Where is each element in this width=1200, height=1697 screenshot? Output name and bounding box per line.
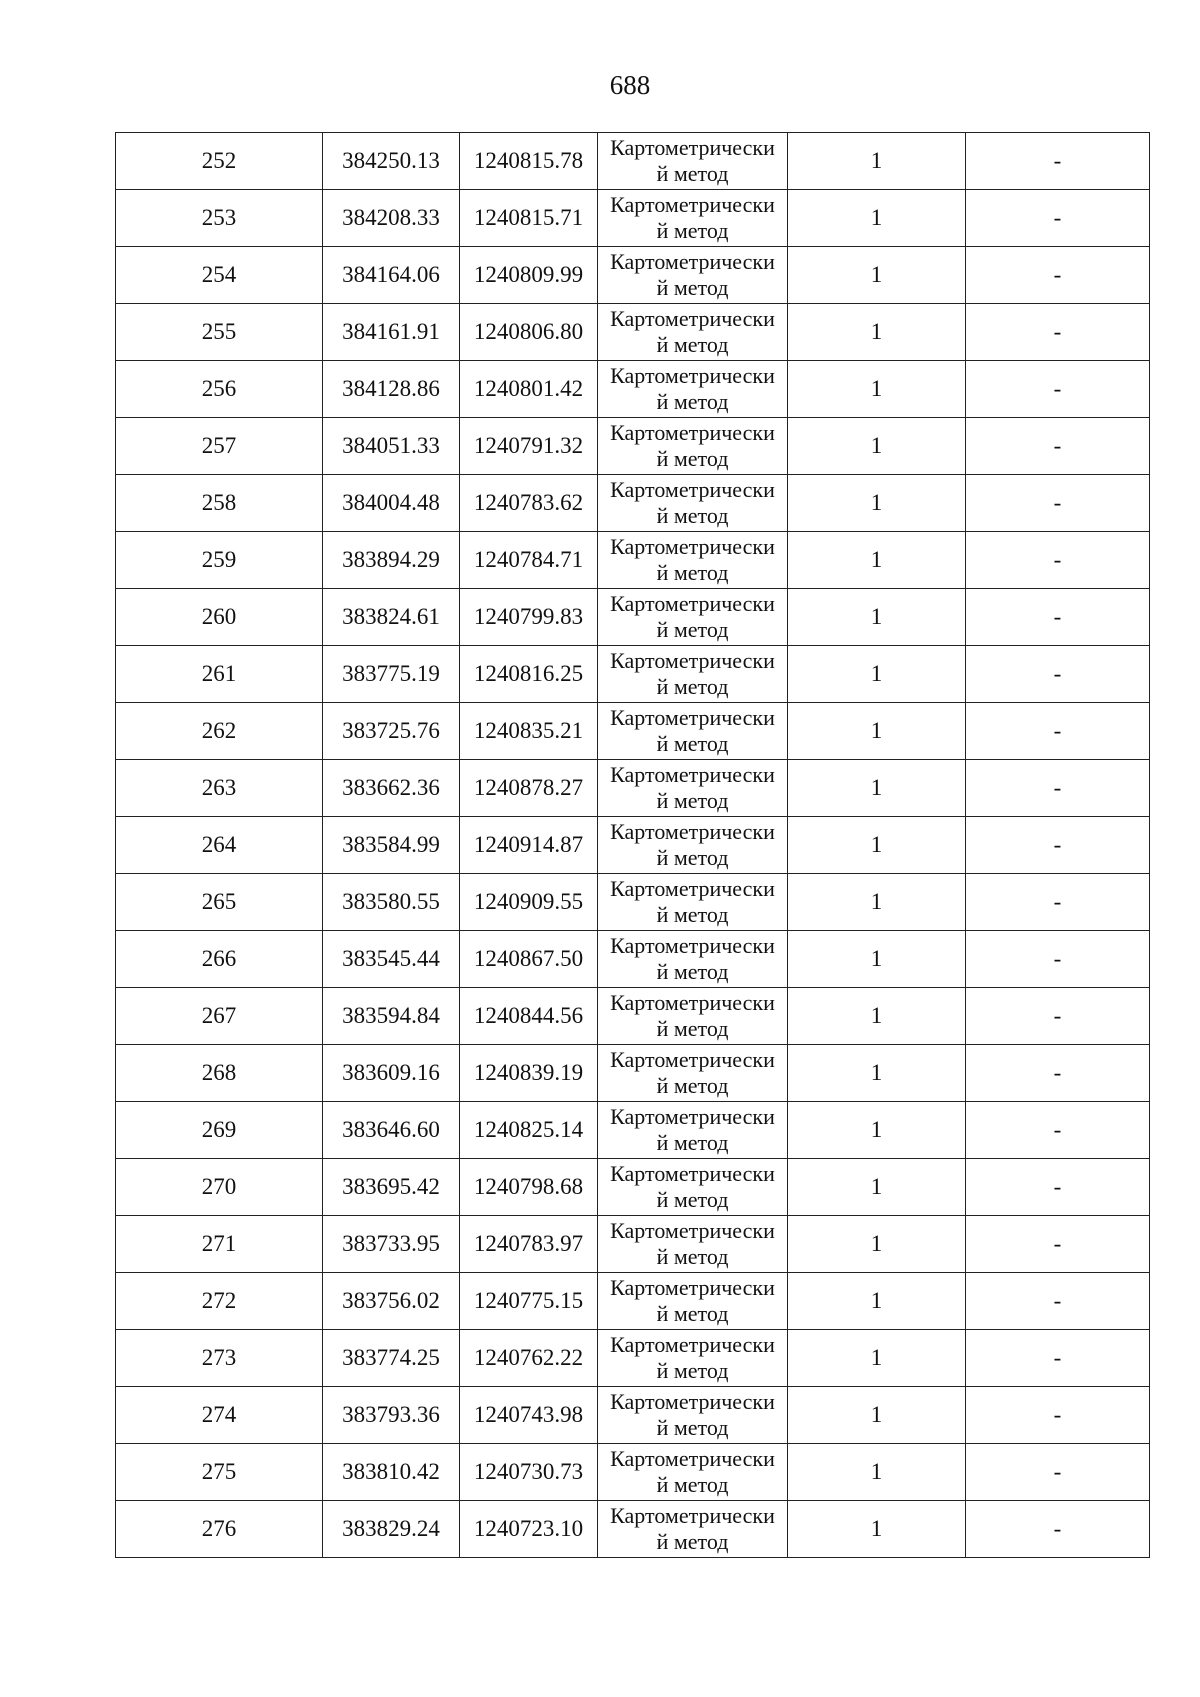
point-number-cell: 272 xyxy=(116,1273,323,1330)
method-text-line-2: й метод xyxy=(656,1187,729,1212)
note-cell: - xyxy=(966,1216,1150,1273)
point-number-cell: 255 xyxy=(116,304,323,361)
y-coordinate-cell: 1240783.97 xyxy=(460,1216,598,1273)
y-coordinate-cell: 1240878.27 xyxy=(460,760,598,817)
x-coordinate-cell: 383584.99 xyxy=(323,817,460,874)
method-text-line-2: й метод xyxy=(656,731,729,756)
x-coordinate-cell: 383725.76 xyxy=(323,703,460,760)
method-text-line-2: й метод xyxy=(656,389,729,414)
y-coordinate-cell: 1240723.10 xyxy=(460,1501,598,1558)
accuracy-cell: 1 xyxy=(788,703,966,760)
accuracy-cell: 1 xyxy=(788,1330,966,1387)
accuracy-cell: 1 xyxy=(788,589,966,646)
x-coordinate-cell: 383609.16 xyxy=(323,1045,460,1102)
method-cell xyxy=(598,133,788,190)
point-number-cell: 273 xyxy=(116,1330,323,1387)
accuracy-cell: 1 xyxy=(788,817,966,874)
method-text-line-2: й метод xyxy=(656,560,729,585)
note-cell: - xyxy=(966,247,1150,304)
accuracy-cell: 1 xyxy=(788,190,966,247)
accuracy-cell: 1 xyxy=(788,1501,966,1558)
y-coordinate-cell: 1240809.99 xyxy=(460,247,598,304)
coordinates-table xyxy=(115,132,1150,1558)
method-text-line-2: й метод xyxy=(656,674,729,699)
x-coordinate-cell: 384161.91 xyxy=(323,304,460,361)
point-number-cell: 269 xyxy=(116,1102,323,1159)
method-text-line-1: Картометрически xyxy=(610,705,775,730)
method-text-line-2: й метод xyxy=(656,1415,729,1440)
note-cell: - xyxy=(966,304,1150,361)
note-cell: - xyxy=(966,1102,1150,1159)
note-cell: - xyxy=(966,589,1150,646)
table-row xyxy=(116,247,1150,304)
method-text-line-1: Картометрически xyxy=(610,135,775,160)
method-cell xyxy=(598,589,788,646)
method-text-line-1: Картометрически xyxy=(610,933,775,958)
table-body xyxy=(116,133,1150,1558)
method-cell xyxy=(598,874,788,931)
point-number-cell: 265 xyxy=(116,874,323,931)
method-cell xyxy=(598,931,788,988)
method-cell xyxy=(598,703,788,760)
method-cell xyxy=(598,247,788,304)
method-text-line-1: Картометрически xyxy=(610,306,775,331)
table-row xyxy=(116,190,1150,247)
method-cell xyxy=(598,988,788,1045)
note-cell: - xyxy=(966,475,1150,532)
method-text-line-1: Картометрически xyxy=(610,1332,775,1357)
point-number-cell: 266 xyxy=(116,931,323,988)
method-text-line-1: Картометрически xyxy=(610,648,775,673)
y-coordinate-cell: 1240835.21 xyxy=(460,703,598,760)
x-coordinate-cell: 383733.95 xyxy=(323,1216,460,1273)
x-coordinate-cell: 383756.02 xyxy=(323,1273,460,1330)
accuracy-cell: 1 xyxy=(788,988,966,1045)
method-text-line-2: й метод xyxy=(656,1529,729,1554)
point-number-cell: 276 xyxy=(116,1501,323,1558)
method-cell xyxy=(598,532,788,589)
y-coordinate-cell: 1240914.87 xyxy=(460,817,598,874)
table-row xyxy=(116,646,1150,703)
method-text-line-1: Картометрически xyxy=(610,762,775,787)
method-text-line-1: Картометрически xyxy=(610,1503,775,1528)
table-row xyxy=(116,817,1150,874)
method-cell xyxy=(598,1444,788,1501)
table-row xyxy=(116,874,1150,931)
accuracy-cell: 1 xyxy=(788,1216,966,1273)
note-cell: - xyxy=(966,532,1150,589)
point-number-cell: 260 xyxy=(116,589,323,646)
method-cell xyxy=(598,304,788,361)
method-cell xyxy=(598,1102,788,1159)
method-text-line-2: й метод xyxy=(656,1130,729,1155)
x-coordinate-cell: 383810.42 xyxy=(323,1444,460,1501)
method-cell xyxy=(598,1273,788,1330)
accuracy-cell: 1 xyxy=(788,361,966,418)
note-cell: - xyxy=(966,133,1150,190)
accuracy-cell: 1 xyxy=(788,532,966,589)
method-cell xyxy=(598,1387,788,1444)
method-text-line-2: й метод xyxy=(656,1358,729,1383)
table-row xyxy=(116,475,1150,532)
table-row xyxy=(116,703,1150,760)
table-row xyxy=(116,1045,1150,1102)
y-coordinate-cell: 1240801.42 xyxy=(460,361,598,418)
y-coordinate-cell: 1240743.98 xyxy=(460,1387,598,1444)
accuracy-cell: 1 xyxy=(788,874,966,931)
method-cell xyxy=(598,1330,788,1387)
method-text-line-2: й метод xyxy=(656,503,729,528)
x-coordinate-cell: 383793.36 xyxy=(323,1387,460,1444)
accuracy-cell: 1 xyxy=(788,1159,966,1216)
method-text-line-1: Картометрически xyxy=(610,1275,775,1300)
accuracy-cell: 1 xyxy=(788,418,966,475)
table-row xyxy=(116,1102,1150,1159)
table-row xyxy=(116,931,1150,988)
point-number-cell: 267 xyxy=(116,988,323,1045)
method-text-line-2: й метод xyxy=(656,959,729,984)
table-row xyxy=(116,418,1150,475)
note-cell: - xyxy=(966,1159,1150,1216)
point-number-cell: 268 xyxy=(116,1045,323,1102)
method-cell xyxy=(598,190,788,247)
accuracy-cell: 1 xyxy=(788,931,966,988)
method-text-line-2: й метод xyxy=(656,446,729,471)
x-coordinate-cell: 383580.55 xyxy=(323,874,460,931)
method-text-line-1: Картометрически xyxy=(610,1218,775,1243)
method-text-line-1: Картометрически xyxy=(610,534,775,559)
point-number-cell: 262 xyxy=(116,703,323,760)
note-cell: - xyxy=(966,703,1150,760)
note-cell: - xyxy=(966,1444,1150,1501)
table-row xyxy=(116,1216,1150,1273)
note-cell: - xyxy=(966,874,1150,931)
x-coordinate-cell: 384051.33 xyxy=(323,418,460,475)
x-coordinate-cell: 383594.84 xyxy=(323,988,460,1045)
table-row xyxy=(116,988,1150,1045)
method-text-line-2: й метод xyxy=(656,788,729,813)
note-cell: - xyxy=(966,988,1150,1045)
method-text-line-2: й метод xyxy=(656,218,729,243)
method-cell xyxy=(598,817,788,874)
x-coordinate-cell: 383662.36 xyxy=(323,760,460,817)
point-number-cell: 270 xyxy=(116,1159,323,1216)
table-row xyxy=(116,304,1150,361)
point-number-cell: 274 xyxy=(116,1387,323,1444)
y-coordinate-cell: 1240730.73 xyxy=(460,1444,598,1501)
y-coordinate-cell: 1240783.62 xyxy=(460,475,598,532)
method-text-line-1: Картометрически xyxy=(610,591,775,616)
method-text-line-1: Картометрически xyxy=(610,1389,775,1414)
y-coordinate-cell: 1240867.50 xyxy=(460,931,598,988)
method-cell xyxy=(598,1501,788,1558)
y-coordinate-cell: 1240791.32 xyxy=(460,418,598,475)
method-text-line-2: й метод xyxy=(656,1016,729,1041)
method-cell xyxy=(598,1159,788,1216)
method-text-line-2: й метод xyxy=(656,275,729,300)
x-coordinate-cell: 384128.86 xyxy=(323,361,460,418)
y-coordinate-cell: 1240839.19 xyxy=(460,1045,598,1102)
method-text-line-1: Картометрически xyxy=(610,192,775,217)
note-cell: - xyxy=(966,931,1150,988)
x-coordinate-cell: 383824.61 xyxy=(323,589,460,646)
point-number-cell: 254 xyxy=(116,247,323,304)
table-row xyxy=(116,760,1150,817)
table-row xyxy=(116,1501,1150,1558)
point-number-cell: 261 xyxy=(116,646,323,703)
accuracy-cell: 1 xyxy=(788,1273,966,1330)
y-coordinate-cell: 1240798.68 xyxy=(460,1159,598,1216)
y-coordinate-cell: 1240825.14 xyxy=(460,1102,598,1159)
y-coordinate-cell: 1240784.71 xyxy=(460,532,598,589)
note-cell: - xyxy=(966,361,1150,418)
note-cell: - xyxy=(966,418,1150,475)
note-cell: - xyxy=(966,760,1150,817)
method-text-line-1: Картометрически xyxy=(610,363,775,388)
point-number-cell: 253 xyxy=(116,190,323,247)
method-text-line-2: й метод xyxy=(656,1472,729,1497)
x-coordinate-cell: 383646.60 xyxy=(323,1102,460,1159)
method-cell xyxy=(598,760,788,817)
y-coordinate-cell: 1240815.71 xyxy=(460,190,598,247)
y-coordinate-cell: 1240844.56 xyxy=(460,988,598,1045)
method-text-line-2: й метод xyxy=(656,845,729,870)
x-coordinate-cell: 384208.33 xyxy=(323,190,460,247)
y-coordinate-cell: 1240815.78 xyxy=(460,133,598,190)
point-number-cell: 256 xyxy=(116,361,323,418)
x-coordinate-cell: 383695.42 xyxy=(323,1159,460,1216)
method-text-line-1: Картометрически xyxy=(610,1104,775,1129)
method-text-line-1: Картометрически xyxy=(610,1161,775,1186)
method-text-line-1: Картометрически xyxy=(610,249,775,274)
page-number: 688 xyxy=(609,70,651,100)
x-coordinate-cell: 383545.44 xyxy=(323,931,460,988)
y-coordinate-cell: 1240799.83 xyxy=(460,589,598,646)
method-text-line-2: й метод xyxy=(656,332,729,357)
method-cell xyxy=(598,361,788,418)
table-row xyxy=(116,1444,1150,1501)
table-row xyxy=(116,589,1150,646)
method-text-line-2: й метод xyxy=(656,1244,729,1269)
point-number-cell: 258 xyxy=(116,475,323,532)
accuracy-cell: 1 xyxy=(788,475,966,532)
x-coordinate-cell: 383775.19 xyxy=(323,646,460,703)
method-text-line-2: й метод xyxy=(656,1073,729,1098)
table-row xyxy=(116,532,1150,589)
x-coordinate-cell: 383894.29 xyxy=(323,532,460,589)
method-cell xyxy=(598,1216,788,1273)
method-text-line-2: й метод xyxy=(656,617,729,642)
method-text-line-1: Картометрически xyxy=(610,477,775,502)
note-cell: - xyxy=(966,817,1150,874)
point-number-cell: 264 xyxy=(116,817,323,874)
x-coordinate-cell: 384250.13 xyxy=(323,133,460,190)
accuracy-cell: 1 xyxy=(788,1387,966,1444)
note-cell: - xyxy=(966,1330,1150,1387)
method-text-line-1: Картометрически xyxy=(610,420,775,445)
method-text-line-2: й метод xyxy=(656,1301,729,1326)
method-cell xyxy=(598,1045,788,1102)
note-cell: - xyxy=(966,1045,1150,1102)
point-number-cell: 252 xyxy=(116,133,323,190)
accuracy-cell: 1 xyxy=(788,646,966,703)
y-coordinate-cell: 1240816.25 xyxy=(460,646,598,703)
x-coordinate-cell: 383829.24 xyxy=(323,1501,460,1558)
table-row xyxy=(116,133,1150,190)
note-cell: - xyxy=(966,1273,1150,1330)
x-coordinate-cell: 383774.25 xyxy=(323,1330,460,1387)
point-number-cell: 263 xyxy=(116,760,323,817)
table-row xyxy=(116,1330,1150,1387)
method-cell xyxy=(598,646,788,703)
method-text-line-1: Картометрически xyxy=(610,876,775,901)
note-cell: - xyxy=(966,1501,1150,1558)
y-coordinate-cell: 1240775.15 xyxy=(460,1273,598,1330)
method-text-line-1: Картометрически xyxy=(610,990,775,1015)
method-cell xyxy=(598,475,788,532)
x-coordinate-cell: 384004.48 xyxy=(323,475,460,532)
note-cell: - xyxy=(966,1387,1150,1444)
method-cell xyxy=(598,418,788,475)
y-coordinate-cell: 1240806.80 xyxy=(460,304,598,361)
accuracy-cell: 1 xyxy=(788,760,966,817)
accuracy-cell: 1 xyxy=(788,1444,966,1501)
accuracy-cell: 1 xyxy=(788,247,966,304)
y-coordinate-cell: 1240909.55 xyxy=(460,874,598,931)
method-text-line-2: й метод xyxy=(656,161,729,186)
accuracy-cell: 1 xyxy=(788,1045,966,1102)
point-number-cell: 259 xyxy=(116,532,323,589)
y-coordinate-cell: 1240762.22 xyxy=(460,1330,598,1387)
accuracy-cell: 1 xyxy=(788,133,966,190)
note-cell: - xyxy=(966,646,1150,703)
accuracy-cell: 1 xyxy=(788,1102,966,1159)
point-number-cell: 275 xyxy=(116,1444,323,1501)
method-text-line-1: Картометрически xyxy=(610,1047,775,1072)
point-number-cell: 257 xyxy=(116,418,323,475)
method-text-line-2: й метод xyxy=(656,902,729,927)
note-cell: - xyxy=(966,190,1150,247)
x-coordinate-cell: 384164.06 xyxy=(323,247,460,304)
table-row xyxy=(116,1273,1150,1330)
table-row xyxy=(116,1159,1150,1216)
table-row xyxy=(116,361,1150,418)
method-text-line-1: Картометрически xyxy=(610,819,775,844)
table-row xyxy=(116,1387,1150,1444)
method-text-line-1: Картометрически xyxy=(610,1446,775,1471)
accuracy-cell: 1 xyxy=(788,304,966,361)
point-number-cell: 271 xyxy=(116,1216,323,1273)
